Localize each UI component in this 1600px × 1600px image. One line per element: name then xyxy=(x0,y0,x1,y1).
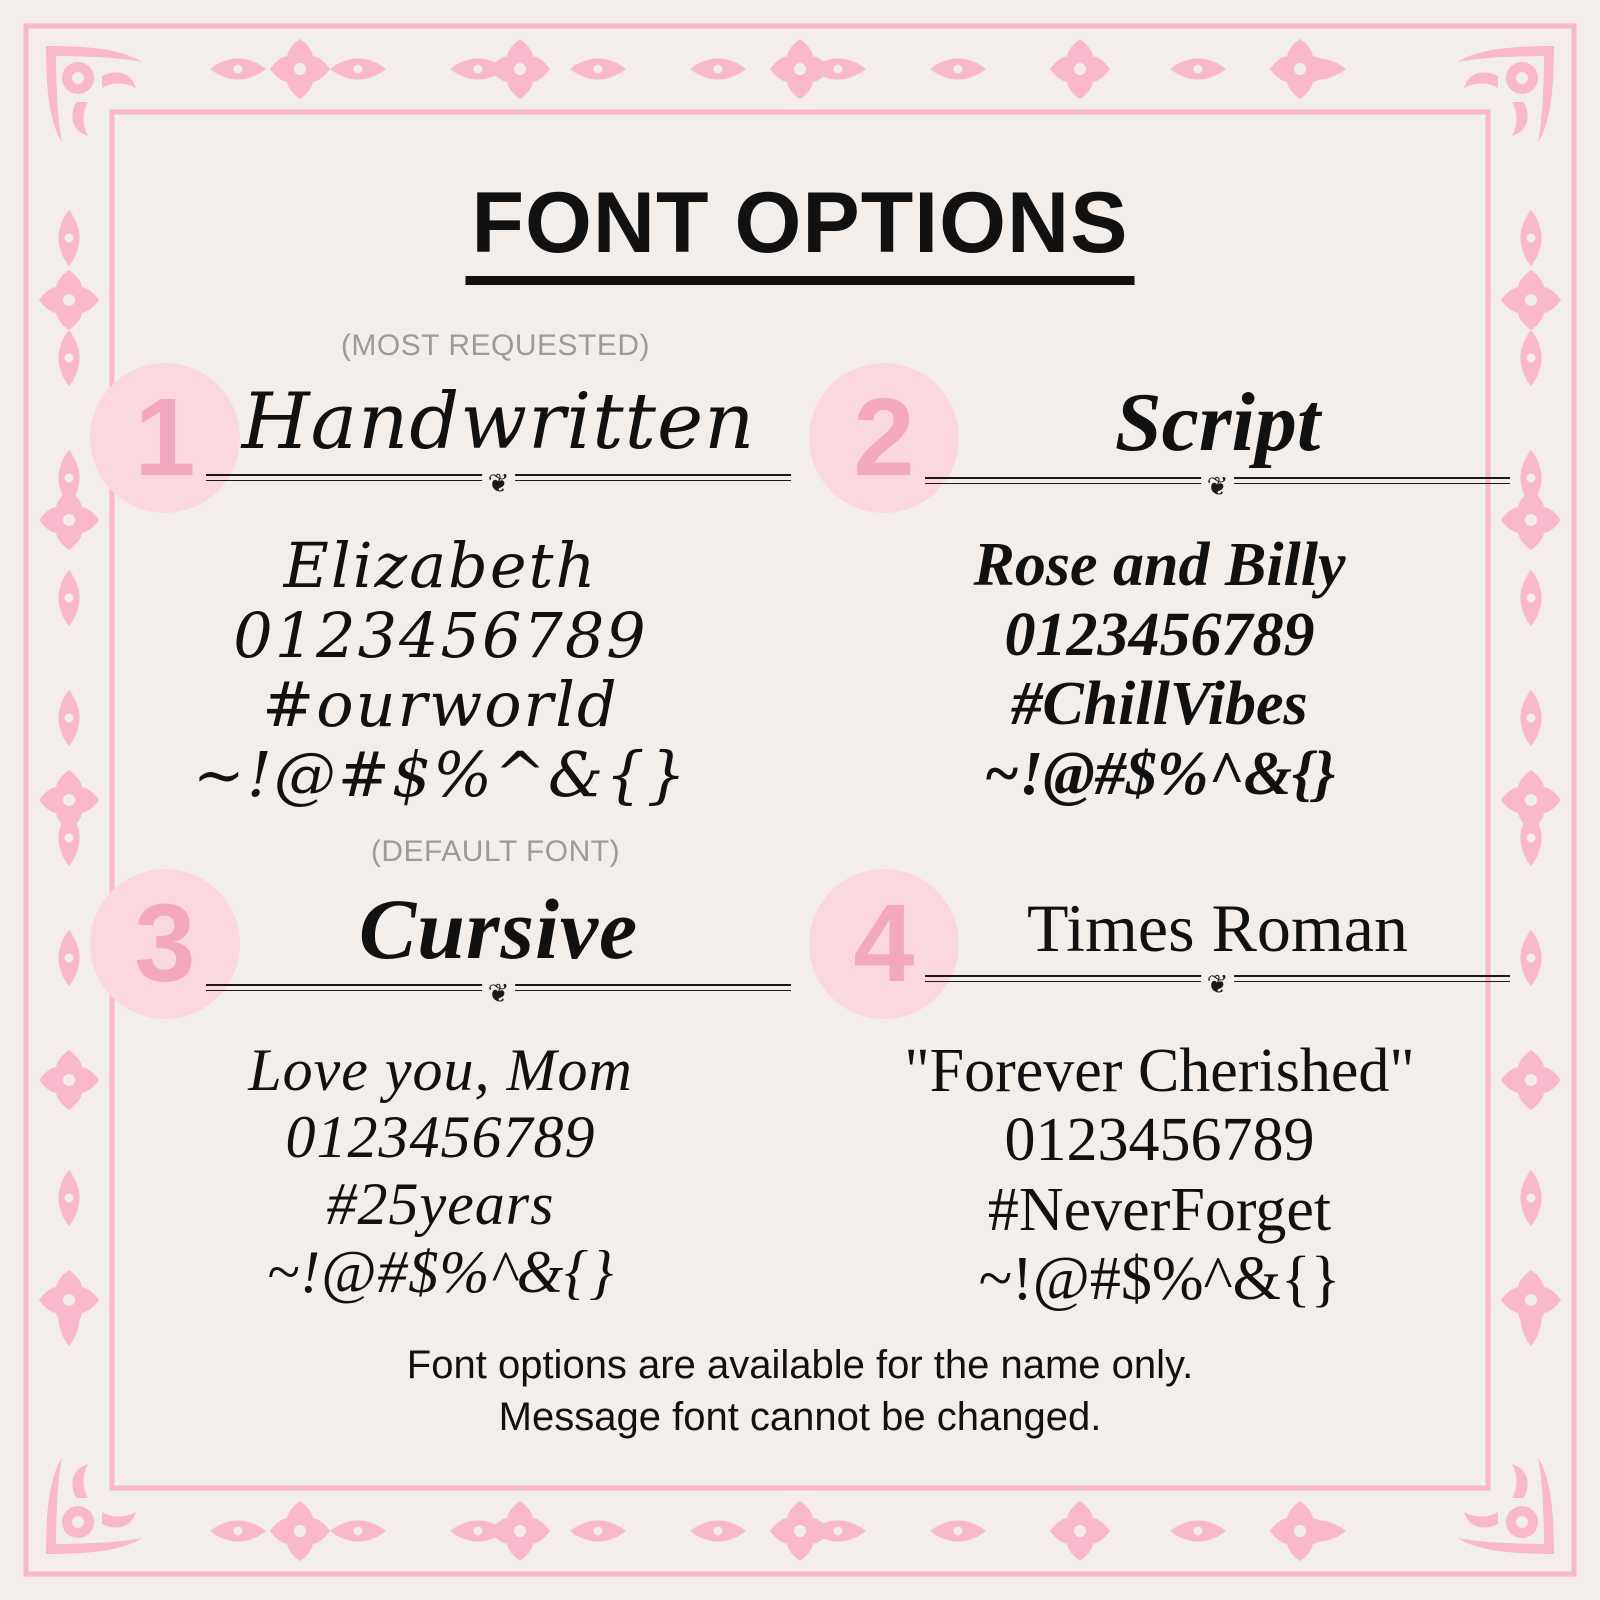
divider-ornament xyxy=(206,468,791,499)
font-option-3-samples xyxy=(90,1037,791,1306)
page-title: FONT OPTIONS xyxy=(466,178,1135,285)
sample-line: #ourworld xyxy=(262,668,619,742)
font-option-2[interactable] xyxy=(809,329,1510,809)
font-option-1[interactable] xyxy=(90,329,791,809)
divider-ornament xyxy=(925,471,1510,502)
sample-line: ~!@#$%^&{} xyxy=(978,1245,1341,1314)
font-option-3-name: Cursive xyxy=(358,880,639,977)
flourish-icon: ❦ xyxy=(482,470,516,496)
sample-line: #25years xyxy=(326,1171,555,1238)
sample-line: #NeverForget xyxy=(987,1175,1332,1244)
font-option-3-number: 3 xyxy=(90,869,240,1019)
font-option-4-name: Times Roman xyxy=(1026,890,1408,967)
font-option-3[interactable] xyxy=(90,835,791,1315)
sample-line: ~!@#$%^&{} xyxy=(983,739,1336,808)
font-option-1-header xyxy=(90,363,791,513)
divider-ornament xyxy=(206,978,791,1009)
footer-note xyxy=(90,1339,1510,1443)
font-option-1-tagline: (MOST REQUESTED) xyxy=(340,329,651,363)
sample-line: Rose and Billy xyxy=(973,531,1346,600)
flourish-icon: ❦ xyxy=(482,980,516,1006)
sample-line: 0123456789 xyxy=(1004,1106,1315,1175)
flourish-icon: ❦ xyxy=(1201,473,1235,499)
font-option-2-samples xyxy=(809,531,1510,809)
sample-line: ~!@#$%^&{} xyxy=(266,1238,615,1305)
sample-line: Love you, Mom xyxy=(248,1037,633,1104)
sample-line: 0123456789 xyxy=(233,598,648,672)
sample-line: "Forever Cherished" xyxy=(904,1037,1415,1106)
sample-line: #ChillVibes xyxy=(1011,670,1308,739)
sample-line: Elizabeth xyxy=(283,529,598,603)
footer-line-2: Message font cannot be changed. xyxy=(498,1394,1102,1439)
divider-ornament xyxy=(925,968,1510,999)
font-option-2-number: 2 xyxy=(809,363,959,513)
font-option-4[interactable] xyxy=(809,835,1510,1315)
sample-line: 0123456789 xyxy=(1004,600,1315,669)
font-option-1-number: 1 xyxy=(90,363,240,513)
sample-line: ~!@#$%^&{} xyxy=(192,737,689,811)
font-options-grid xyxy=(90,329,1510,1315)
sample-line: 0123456789 xyxy=(285,1104,596,1171)
font-option-1-samples xyxy=(90,531,791,809)
font-option-3-tagline: (DEFAULT FONT) xyxy=(370,835,621,869)
footer-line-1: Font options are available for the name only. xyxy=(406,1342,1194,1387)
flourish-icon: ❦ xyxy=(1201,971,1235,997)
font-option-1-name: Handwritten xyxy=(241,377,756,468)
font-option-4-samples xyxy=(809,1037,1510,1315)
font-option-2-name: Script xyxy=(1114,376,1321,470)
font-option-4-header xyxy=(809,869,1510,1019)
font-option-3-header xyxy=(90,869,791,1019)
font-option-4-number: 4 xyxy=(809,869,959,1019)
font-option-2-header xyxy=(809,363,1510,513)
